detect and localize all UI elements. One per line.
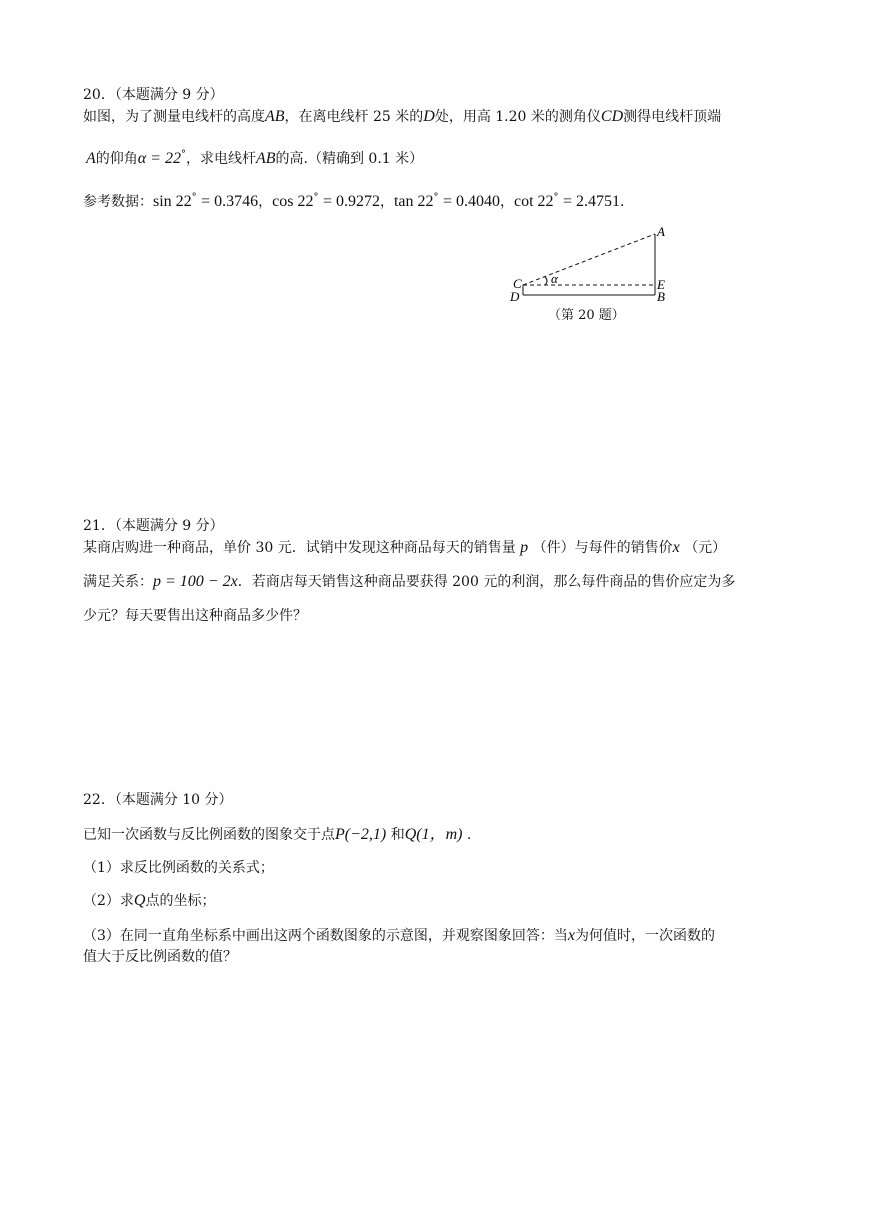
figure-line-ca (523, 234, 655, 285)
q22-line1: 已知一次函数与反比例函数的图象交于点P(−2,1) 和Q(1，m) . (83, 826, 472, 843)
q21-line3: 少元？每天要售出这种商品多少件？ (83, 608, 307, 624)
q22-sub1: （1）求反比例函数的关系式； (83, 860, 274, 876)
q21-line1: 某商店购进一种商品，单价 30 元．试销中发现这种商品每天的销售量 p （件）与每件的销售价x （元） (83, 539, 727, 556)
q22-sub2: （2）求Q点的坐标； (83, 892, 216, 909)
figure-angle-arc (545, 277, 547, 285)
q22-sub3-cont: 值大于反比例函数的值？ (83, 949, 237, 965)
label-a: A (657, 224, 665, 239)
label-alpha: α (551, 271, 558, 286)
q20-reference-data: 参考数据：sin 22° = 0.3746，cos 22° = 0.9272，tan 22° = 0.4040，cot 22° = 2.4751. (83, 192, 625, 210)
q22-heading: 22．（本题满分 10 分） (83, 792, 233, 808)
q20-line2: A的仰角α = 22°，求电线杆AB的高.（精确到 0.1 米） (86, 149, 424, 167)
q21-heading: 21．（本题满分 9 分） (83, 518, 224, 534)
label-c: C (513, 276, 522, 291)
q21-line2: 满足关系：p = 100 − 2x．若商店每天销售这种商品要获得 200 元的利润，那么每件商品的售价应定为多 (83, 573, 736, 590)
label-e: E (657, 277, 665, 292)
q20-line1: 如图，为了测量电线杆的高度AB，在离电线杆 25 米的D处，用高 1.20 米的测角仪CD测得电线杆顶端 (83, 108, 722, 125)
label-d: D (510, 289, 520, 304)
label-b: B (657, 289, 665, 304)
q20-heading: 20．（本题满分 9 分） (83, 87, 224, 103)
q22-sub3: （3）在同一直角坐标系中画出这两个函数图象的示意图，并观察图象回答：当x为何值时，一次函数的 (83, 927, 716, 944)
q20-figure-caption: （第 20 题） (548, 308, 625, 323)
